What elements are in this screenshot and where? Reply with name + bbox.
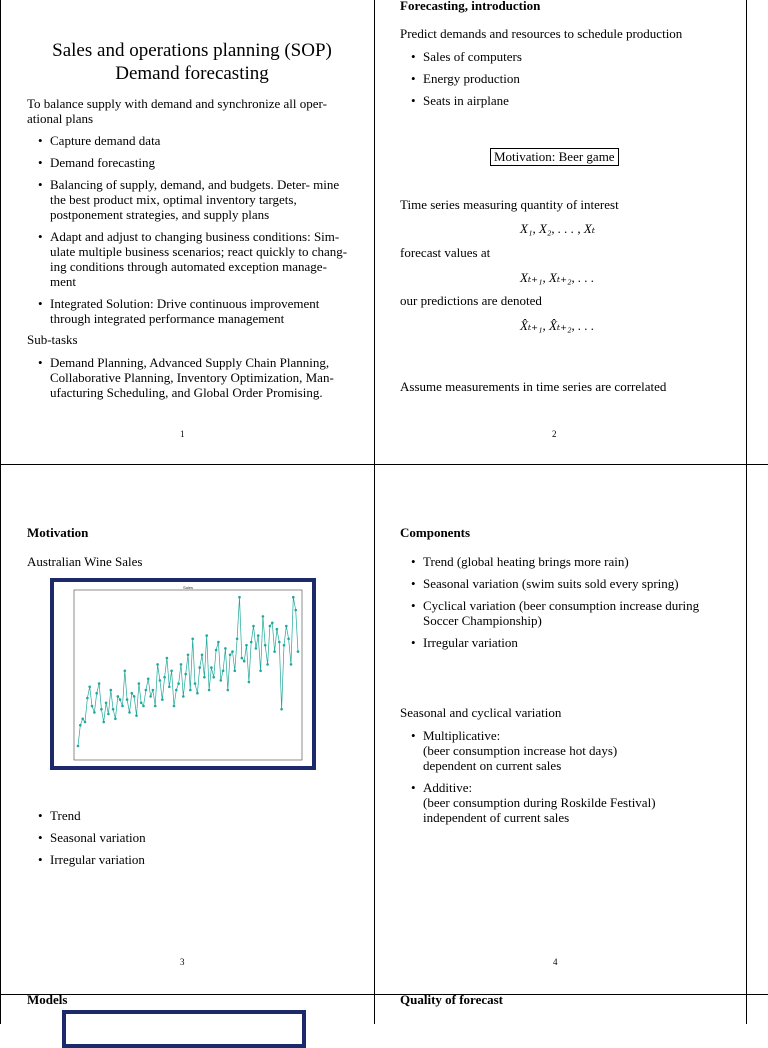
data-point: [203, 676, 206, 679]
data-point: [107, 713, 110, 716]
subtasks-label: Sub-tasks: [27, 332, 78, 347]
list-item: • Seasonal variation (swim suits sold every spring): [400, 576, 725, 591]
data-point: [248, 681, 251, 684]
data-point: [133, 695, 136, 698]
chart-plot-area: [74, 590, 302, 760]
page-number: 4: [553, 957, 558, 967]
slide-1: [27, 0, 357, 464]
data-point: [187, 654, 190, 657]
list-item: • Adapt and adjust to changing business conditions: Sim- ulate multiple business scenarios; react quickly to chang- ing conditions through automated exception manage- ment: [27, 229, 352, 289]
data-point: [276, 628, 279, 631]
slide-3-bullets: [27, 808, 347, 874]
data-point: [262, 615, 265, 618]
data-point: [154, 705, 157, 708]
data-point: [121, 705, 124, 708]
data-point: [231, 650, 234, 653]
data-point: [290, 663, 293, 666]
list-item: • Irregular variation: [400, 635, 725, 650]
data-point: [152, 689, 155, 692]
data-point: [217, 641, 220, 644]
variation-types: [400, 728, 720, 832]
data-point: [161, 698, 164, 701]
data-point: [98, 682, 101, 685]
data-point: [124, 670, 127, 673]
data-point: [140, 702, 143, 705]
data-point: [212, 676, 215, 679]
beer-game-box: Motivation: Beer game: [490, 148, 619, 166]
page-number: 3: [180, 957, 185, 967]
data-point: [81, 718, 84, 721]
data-point: [147, 678, 150, 681]
data-point: [198, 666, 201, 669]
data-point: [149, 695, 152, 698]
slide-1-title: Sales and operations planning (SOP) Demand forecasting: [52, 40, 332, 84]
data-point: [252, 625, 255, 628]
list-item: • Seasonal variation: [27, 830, 347, 845]
data-point: [191, 638, 194, 641]
data-point: [173, 705, 176, 708]
equation-prediction: X̂ₜ₊₁, X̂ₜ₊₂, . . .: [520, 318, 595, 333]
data-point: [250, 641, 253, 644]
slide-2-bullets: [400, 49, 720, 115]
data-point: [201, 654, 204, 657]
slide-5: [27, 990, 357, 1024]
list-item: • Multiplicative: (beer consumption increase hot days) dependent on current sales: [400, 728, 720, 773]
data-point: [229, 654, 232, 657]
data-point: [142, 705, 145, 708]
data-point: [168, 686, 171, 689]
equation-series: X₁, X₂, . . . , Xₜ: [520, 221, 596, 236]
data-point: [170, 670, 173, 673]
slide-2-intro: Predict demands and resources to schedule production: [400, 26, 683, 41]
data-point: [126, 698, 129, 701]
data-point: [294, 609, 297, 612]
data-point: [95, 692, 98, 695]
page-number: 2: [552, 429, 557, 439]
slide-5-heading: Models: [27, 992, 68, 1007]
data-point: [236, 638, 239, 641]
data-point: [119, 698, 122, 701]
data-point: [156, 663, 159, 666]
slide-2-heading: Forecasting, introduction: [400, 0, 541, 13]
slide-4: [400, 465, 730, 995]
list-item: • Trend: [27, 808, 347, 823]
list-item: • Sales of computers: [400, 49, 720, 64]
data-point: [145, 689, 148, 692]
data-point: [93, 711, 96, 714]
data-point: [259, 670, 262, 673]
data-point: [297, 650, 300, 653]
data-point: [194, 682, 197, 685]
list-item: • Seats in airplane: [400, 93, 720, 108]
slide-3: [27, 465, 357, 995]
data-point: [84, 721, 87, 724]
pred-text: our predictions are denoted: [400, 293, 542, 308]
slide-1-bullets: [27, 133, 352, 333]
data-point: [86, 697, 89, 700]
slide-6: [400, 990, 730, 1024]
chart-svg: [54, 582, 312, 766]
data-point: [210, 666, 213, 669]
data-point: [88, 686, 91, 689]
data-point: [77, 745, 80, 748]
data-point: [79, 724, 82, 727]
data-point: [91, 705, 94, 708]
data-point: [278, 641, 281, 644]
data-point: [255, 647, 258, 650]
models-chart: [62, 1010, 306, 1048]
data-point: [222, 670, 225, 673]
data-point: [220, 679, 223, 682]
slide-3-subheading: Australian Wine Sales: [27, 554, 143, 569]
data-point: [131, 692, 134, 695]
data-point: [166, 657, 169, 660]
slide-1-intro: To balance supply with demand and synchronize all oper- ational plans: [27, 96, 327, 126]
list-item: • Additive: (beer consumption during Roskilde Festival) independent of current sales: [400, 780, 720, 825]
data-point: [105, 702, 108, 705]
wine-sales-chart: [50, 578, 316, 770]
data-point: [100, 708, 103, 711]
data-point: [189, 689, 192, 692]
data-point: [245, 644, 248, 647]
slide-3-heading: Motivation: [27, 525, 89, 540]
slide-4-heading: Components: [400, 525, 471, 540]
data-point: [138, 682, 141, 685]
data-point: [196, 692, 199, 695]
data-point: [283, 644, 286, 647]
data-point: [184, 673, 187, 676]
data-point: [110, 689, 113, 692]
data-point: [177, 682, 180, 685]
data-point: [163, 676, 166, 679]
equation-forecast: Xₜ₊₁, Xₜ₊₂, . . .: [520, 270, 595, 285]
data-point: [241, 657, 244, 660]
slide-4-bullets: [400, 554, 725, 657]
data-point: [135, 714, 138, 717]
slide-2: [400, 0, 730, 464]
data-point: [117, 695, 120, 698]
list-item: • Capture demand data: [27, 133, 352, 148]
ts-text: Time series measuring quantity of interest: [400, 197, 619, 212]
list-item: • Integrated Solution: Drive continuous improvement through integrated performance management: [27, 296, 352, 326]
data-point: [234, 670, 237, 673]
list-item: • Balancing of supply, demand, and budgets. Deter- mine the best product mix, optimal inventory targets, postponement strategies, and supply plans: [27, 177, 352, 222]
data-point: [243, 660, 246, 663]
list-item: • Demand Planning, Advanced Supply Chain Planning, Collaborative Planning, Inventory Optimization, Man- ufacturing Scheduling, and Global Order Promising.: [27, 355, 347, 400]
data-point: [159, 679, 162, 682]
page-number: 1: [180, 429, 185, 439]
data-point: [114, 718, 117, 721]
data-point: [175, 689, 178, 692]
data-point: [266, 663, 269, 666]
data-point: [205, 634, 208, 637]
assume-text: Assume measurements in time series are correlated: [400, 379, 667, 394]
data-point: [271, 622, 274, 625]
data-point: [292, 596, 295, 599]
data-point: [280, 708, 283, 711]
subtasks-bullets: [27, 355, 347, 407]
slide-6-heading: Quality of forecast: [400, 992, 504, 1007]
forecast-text: forecast values at: [400, 245, 491, 260]
list-item: • Energy production: [400, 71, 720, 86]
data-point: [257, 634, 260, 637]
data-point: [128, 711, 131, 714]
data-point: [285, 625, 288, 628]
data-point: [238, 596, 241, 599]
list-item: • Irregular variation: [27, 852, 347, 867]
data-point: [269, 625, 272, 628]
series-line: [78, 597, 298, 746]
data-point: [208, 689, 211, 692]
data-point: [180, 663, 183, 666]
data-point: [227, 689, 230, 692]
data-point: [264, 644, 267, 647]
list-item: • Demand forecasting: [27, 155, 352, 170]
data-point: [112, 708, 115, 711]
data-point: [224, 647, 227, 650]
data-point: [287, 638, 290, 641]
chart-title: Sales: [182, 585, 194, 590]
list-item: • Cyclical variation (beer consumption increase during Soccer Championship): [400, 598, 725, 628]
data-point: [182, 695, 185, 698]
data-point: [215, 649, 218, 652]
seasonal-label: Seasonal and cyclical variation: [400, 705, 562, 720]
data-point: [102, 721, 105, 724]
data-point: [273, 650, 276, 653]
list-item: • Trend (global heating brings more rain): [400, 554, 725, 569]
